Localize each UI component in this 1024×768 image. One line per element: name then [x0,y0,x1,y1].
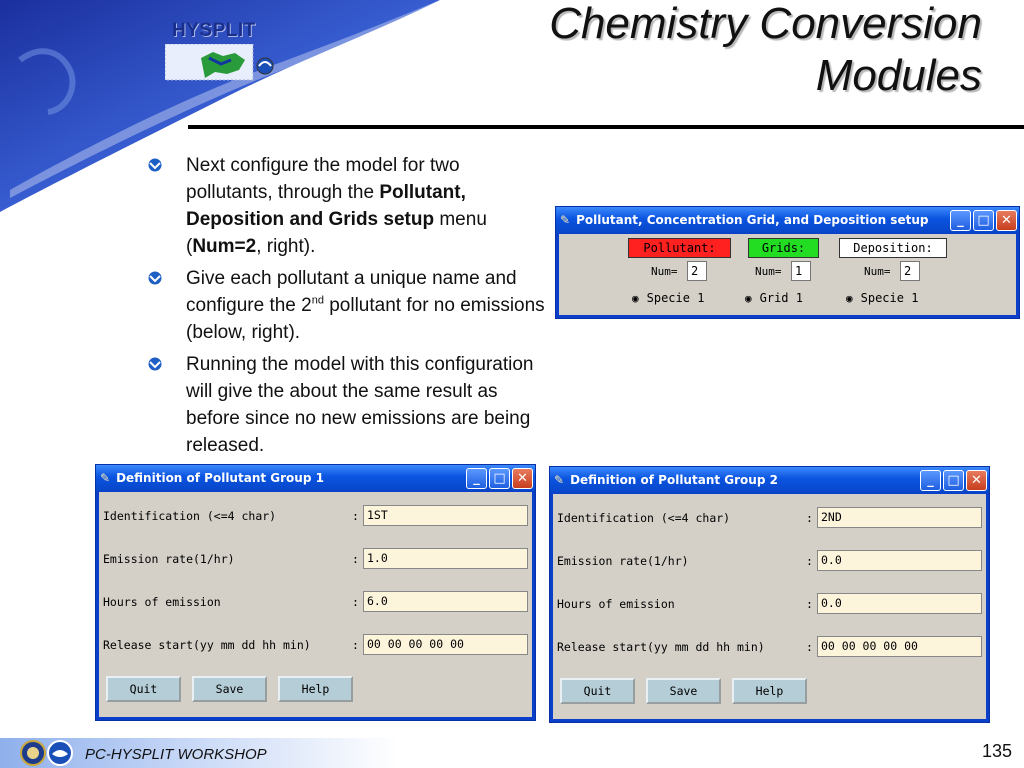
hours-of-emission-input[interactable]: 0.0 [817,593,982,614]
bullet-icon [147,271,163,285]
num-label: Num= [651,265,678,278]
title-line-2: Modules [815,51,982,100]
release-start-input[interactable]: 00 00 00 00 00 [817,636,982,657]
pollutant-specie-radio[interactable]: ◉ Specie 1 [632,291,705,305]
slide-title [549,0,982,102]
group2-titlebar[interactable] [550,467,989,493]
hysplit-logo-map-icon [165,44,275,84]
emission-rate-label: Emission rate(1/hr) [557,554,689,568]
title-line-1: Chemistry Conversion [549,0,982,48]
close-button[interactable]: ✕ [966,470,987,491]
maximize-button[interactable]: □ [943,470,964,491]
radio-selected-icon: ◉ [745,291,752,305]
deposition-specie-radio[interactable]: ◉ Specie 1 [846,291,919,305]
window-title: Pollutant, Concentration Grid, and Deposition setup [576,213,929,227]
bullet-icon [147,158,163,172]
window-title: Definition of Pollutant Group 2 [570,473,778,487]
colon: : [806,554,813,568]
save-button[interactable]: Save [646,678,721,704]
footer-bar [0,738,398,768]
emission-rate-input[interactable]: 1.0 [363,548,528,569]
minimize-button[interactable]: _ [950,210,971,231]
identification-label: Identification (<=4 char) [103,509,277,523]
quit-button[interactable]: Quit [560,678,635,704]
group1-titlebar[interactable] [96,465,535,491]
minimize-button[interactable]: _ [466,468,487,489]
minimize-button[interactable]: _ [920,470,941,491]
noaa-seal-icon [47,740,73,766]
help-button[interactable]: Help [278,676,353,702]
maximize-button[interactable]: □ [973,210,994,231]
release-start-input[interactable]: 00 00 00 00 00 [363,634,528,655]
deposition-num-input[interactable]: 2 [900,261,920,281]
pollutant-group-1-window [95,464,536,721]
deposition-header-button[interactable]: Deposition: [839,238,947,258]
colon: : [806,511,813,525]
radio-selected-icon: ◉ [846,291,853,305]
bullet-item: Give each pollutant a unique name and configure the 2nd pollutant for no emissions (below, right). [145,265,550,346]
hysplit-logo-text: HYSPLIT [172,20,256,41]
emission-rate-input[interactable]: 0.0 [817,550,982,571]
num-label: Num= [755,265,782,278]
bullet-item: Running the model with this configuration will give the about the same result as before since no new emissions are being released. [145,351,550,459]
feather-icon: ✎ [560,213,571,227]
pollutant-header-button[interactable]: Pollutant: [628,238,731,258]
release-start-label: Release start(yy mm dd hh min) [557,640,765,654]
title-divider [188,125,1024,129]
hours-of-emission-label: Hours of emission [557,597,675,611]
footer-text: PC-HYSPLIT WORKSHOP [85,746,267,763]
emission-rate-label: Emission rate(1/hr) [103,552,235,566]
setup-window-body [559,234,1016,315]
setup-window [555,206,1020,319]
save-button[interactable]: Save [192,676,267,702]
colon: : [352,552,359,566]
pollutant-group-2-window [549,466,990,723]
page-number: 135 [981,741,1012,761]
bullet-icon [147,357,163,371]
bullet-list [145,152,550,464]
commerce-seal-icon [20,740,46,766]
grids-header-button[interactable]: Grids: [748,238,819,258]
colon: : [806,640,813,654]
help-button[interactable]: Help [732,678,807,704]
identification-input[interactable]: 2ND [817,507,982,528]
identification-input[interactable]: 1ST [363,505,528,526]
identification-label: Identification (<=4 char) [557,511,731,525]
num-label: Num= [864,265,891,278]
pollutant-num-input[interactable]: 2 [687,261,707,281]
radio-selected-icon: ◉ [632,291,639,305]
bullet-item: Next configure the model for two pollutants, through the Pollutant, Deposition and Grids setup menu (Num=2, right). [145,152,550,260]
grids-num-input[interactable]: 1 [791,261,811,281]
window-title: Definition of Pollutant Group 1 [116,471,324,485]
maximize-button[interactable]: □ [489,468,510,489]
colon: : [352,638,359,652]
group2-body [553,494,986,719]
colon: : [352,509,359,523]
hours-of-emission-label: Hours of emission [103,595,221,609]
close-button[interactable]: ✕ [512,468,533,489]
close-button[interactable]: ✕ [996,210,1017,231]
feather-icon: ✎ [554,473,565,487]
feather-icon: ✎ [100,471,111,485]
quit-button[interactable]: Quit [106,676,181,702]
setup-window-titlebar[interactable] [556,207,1019,233]
group1-body [99,492,532,717]
colon: : [806,597,813,611]
colon: : [352,595,359,609]
grid-radio[interactable]: ◉ Grid 1 [745,291,803,305]
hours-of-emission-input[interactable]: 6.0 [363,591,528,612]
release-start-label: Release start(yy mm dd hh min) [103,638,311,652]
